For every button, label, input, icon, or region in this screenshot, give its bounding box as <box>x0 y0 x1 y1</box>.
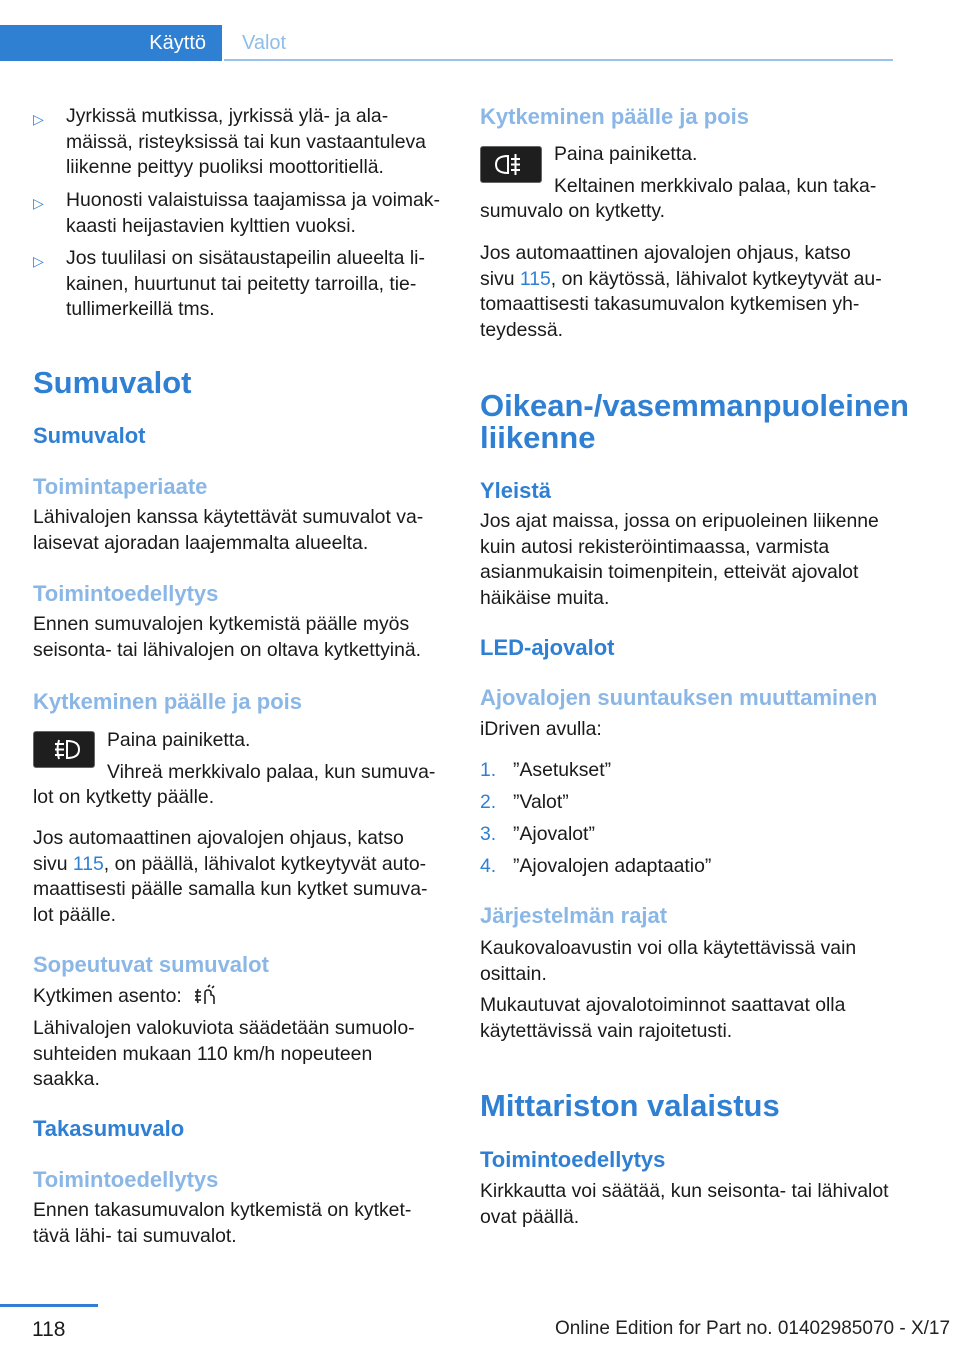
bullet-marker: ▷ <box>33 253 44 269</box>
step-number: 3. <box>480 823 497 845</box>
paragraph: lot on kytketty päälle. <box>33 786 215 808</box>
list-item: ”Ajovalot” <box>513 823 595 845</box>
paragraph: Keltainen merkkivalo palaa, kun taka- <box>554 175 877 197</box>
list-item: ”Asetukset” <box>513 759 612 781</box>
paragraph: Jos automaattinen ajovalojen ohjaus, katso sivu 115, on päällä, lähivalot kytkeytyvät auto- maattisesti päälle samalla kun kytket sumuva- lot päälle. <box>33 827 428 926</box>
subheading-ajovalojen-suuntaus: Ajovalojen suuntauksen muuttaminen <box>480 685 878 710</box>
subheading-takasumuvalo: Takasumuvalo <box>33 1116 185 1141</box>
paragraph: Kytkimen asento: <box>33 985 182 1007</box>
section-title-liikenne: Oikean-/vasemmanpuoleinen liikenne <box>480 388 909 455</box>
subheading-sumuvalot: Sumuvalot <box>33 423 146 448</box>
section-title-sumuvalot: Sumuvalot <box>33 365 192 400</box>
bullet-item: Jyrkissä mutkissa, jyrkissä ylä- ja ala- mäissä, risteyksissä tai kun vastaantuleva liikenne peittyy puoliksi moottoritiellä. <box>66 105 426 178</box>
subheading-toimintoedellytys: Toimintoedellytys <box>33 581 219 606</box>
adaptive-fog-switch-icon <box>192 984 218 1013</box>
subheading-toimintoedellytys: Toimintoedellytys <box>480 1147 666 1172</box>
paragraph: sumuvalo on kytketty. <box>480 200 666 222</box>
subheading-toimintoedellytys: Toimintoedellytys <box>33 1167 219 1192</box>
paragraph: Kaukovaloavustin voi olla käytettävissä vain osittain. <box>480 937 857 985</box>
subheading-jarjestelman-rajat: Järjestelmän rajat <box>480 903 668 928</box>
subheading-led-ajovalot: LED-ajovalot <box>480 635 615 660</box>
subheading-kytkeminen: Kytkeminen päälle ja pois <box>33 689 302 714</box>
paragraph: Lähivalojen kanssa käytettävät sumuvalot va- laisevat ajoradan laajemmalta alueelta. <box>33 506 424 554</box>
paragraph: Paina painiketta. <box>107 729 251 751</box>
paragraph: Mukautuvat ajovalotoiminnot saattavat olla käytettävissä vain rajoitetusti. <box>480 994 846 1042</box>
subheading-kytkeminen: Kytkeminen päälle ja pois <box>480 104 749 129</box>
paragraph: Ennen takasumuvalon kytkemistä on kytket- tävä lähi- tai sumuvalot. <box>33 1199 412 1247</box>
page-link-115[interactable]: 115 <box>72 852 104 875</box>
edition-footer: Online Edition for Part no. 01402985070 - X/17 <box>555 1318 951 1339</box>
bullet-item: Jos tuulilasi on sisätaustapeilin alueelta li- kainen, huurtunut tai peitetty tarroilla, tie- tullimerkeillä tms. <box>66 247 425 320</box>
section-title-mittariston-valaistus: Mittariston valaistus <box>480 1088 780 1123</box>
bullet-marker: ▷ <box>33 195 44 211</box>
front-fog-light-icon <box>33 731 95 768</box>
paragraph: Jos ajat maissa, jossa on eripuoleinen liikenne kuin autosi rekisteröintimaassa, varmista asianmukaisin toimenpitein, etteivät ajovalot häikäise muita. <box>480 510 879 609</box>
subheading-yleista: Yleistä <box>480 478 551 503</box>
rear-fog-light-icon <box>480 146 542 183</box>
paragraph: iDriven avulla: <box>480 718 602 740</box>
paragraph: Vihreä merkkivalo palaa, kun sumuva- <box>107 761 436 783</box>
step-number: 4. <box>480 855 497 877</box>
page-link-115[interactable]: 115 <box>519 267 551 290</box>
bullet-marker: ▷ <box>33 111 44 127</box>
paragraph: Jos automaattinen ajovalojen ohjaus, katso sivu 115, on käytössä, lähivalot kytkeytyvät au- tomaattisesti takasumuvalon kytkemisen yh- teydessä. <box>480 242 882 341</box>
tab-kaytto[interactable]: Käyttö <box>0 25 222 61</box>
subheading-toimintaperiaate: Toimintaperiaate <box>33 474 208 499</box>
step-number: 2. <box>480 791 497 813</box>
footer-rule <box>0 1304 98 1307</box>
step-number: 1. <box>480 759 497 781</box>
paragraph: Kirkkautta voi säätää, kun seisonta- tai lähivalot ovat päällä. <box>480 1180 889 1228</box>
bullet-item: Huonosti valaistuissa taajamissa ja voimak- kaasti heijastavien kylttien vuoksi. <box>66 189 440 237</box>
page-number: 118 <box>32 1318 66 1341</box>
tab-valot[interactable]: Valot <box>224 25 893 61</box>
list-item: ”Valot” <box>513 791 569 813</box>
paragraph: Ennen sumuvalojen kytkemistä päälle myös seisonta- tai lähivalojen on oltava kytkettyinä. <box>33 613 422 661</box>
paragraph: Paina painiketta. <box>554 143 698 165</box>
subheading-sopeutuvat: Sopeutuvat sumuvalot <box>33 952 269 977</box>
paragraph: Lähivalojen valokuviota säädetään sumuolo- suhteiden mukaan 110 km/h nopeuteen saakka. <box>33 1017 415 1090</box>
list-item: ”Ajovalojen adaptaatio” <box>513 855 712 877</box>
